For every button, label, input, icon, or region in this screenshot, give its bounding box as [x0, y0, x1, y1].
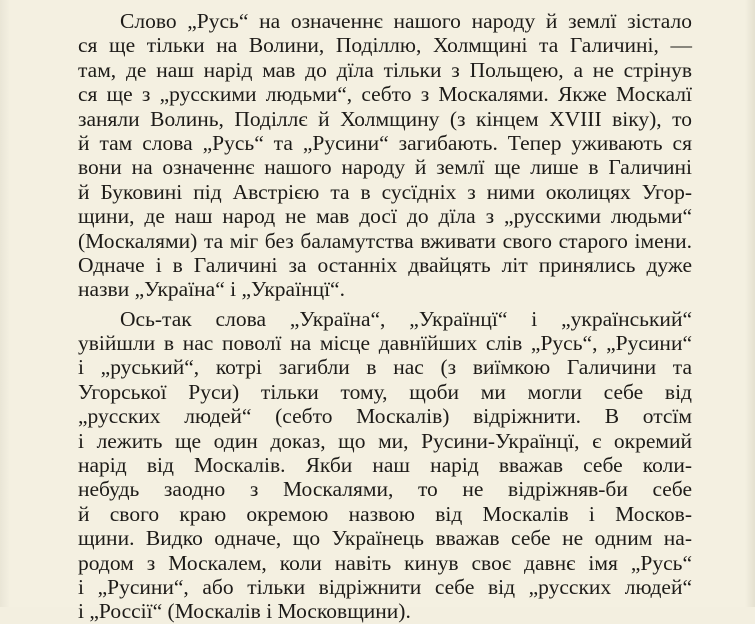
text-line: й свого краю окремою назвою від Москалів і Москов-: [78, 501, 692, 526]
text-line: (Москалями) та міг без баламутства вживати свого старого імени.: [78, 228, 692, 253]
text-line: Одначе і в Галичині за останніх двайцять літ принялись дуже: [78, 252, 692, 277]
text-line: щини, де наш народ не мав досї до дїла з „русскими людьми“: [78, 204, 692, 229]
text-line: заняли Волинь, Поділлє й Холмщину (з кінцем XVIII віку), то: [78, 106, 692, 131]
paragraph-1: [78, 9, 692, 302]
text-line: і лежить ще один доказ, що ми, Русини-Українцї, є окремий: [78, 428, 692, 453]
text-line: і „руський“, котрі загибли в нас (з виїмкою Галичини та: [78, 355, 692, 380]
text-line: Ось-так слова „Україна“, „Українцї“ і „український“: [120, 306, 692, 331]
text-line: увійшли в нас поволї на місце давнїйших слів „Русь“, „Русини“: [78, 331, 692, 356]
text-line: щини. Видко одначе, що Українець вважав себе не одним на-: [78, 526, 692, 551]
text-line: і „Русини“, або тільки відріжнити себе від „русских людей“: [78, 574, 692, 599]
text-line: ся ще з „русскими людьми“, себто з Москалями. Якже Москалї: [78, 82, 692, 107]
text-line: там, де наш нарід мав до дїла тільки з Польщею, а не стрінув: [78, 57, 692, 82]
text-line: нарід від Москалів. Якби наш нарід вважав себе коли-: [78, 453, 692, 478]
text-line: ся ще тільки на Волини, Поділлю, Холмщині та Галичині, —: [78, 33, 692, 58]
text-line: назви „Україна“ і „Українцї“.: [78, 277, 345, 302]
text-line: небудь заодно з Москалями, то не відріжняв-би себе: [78, 477, 692, 502]
text-line: й Буковині під Австрією та в сусїдніх з ними околицях Угор-: [78, 179, 692, 204]
text-line: і „Россії“ (Москалів і Московщини).: [78, 599, 411, 624]
text-line: родом з Москалем, коли навіть кинув своє давнє імя „Русь“: [78, 550, 692, 575]
text-line: й там слова „Русь“ та „Русини“ загибають. Тепер уживають ся: [78, 130, 692, 155]
paragraph-2: [78, 307, 692, 624]
text-line: вони на означеннє нашого народу й землї ще лише в Галичині: [78, 155, 692, 180]
document-text: [78, 9, 692, 624]
text-line: Угорської Руси) тільки тому, щоби ми могли себе від: [78, 379, 692, 404]
text-line: „русских людей“ (себто Москалів) відріжнити. В отсїм: [78, 404, 692, 429]
text-line: Слово „Русь“ на означеннє нашого народу й землї зістало: [120, 9, 692, 33]
